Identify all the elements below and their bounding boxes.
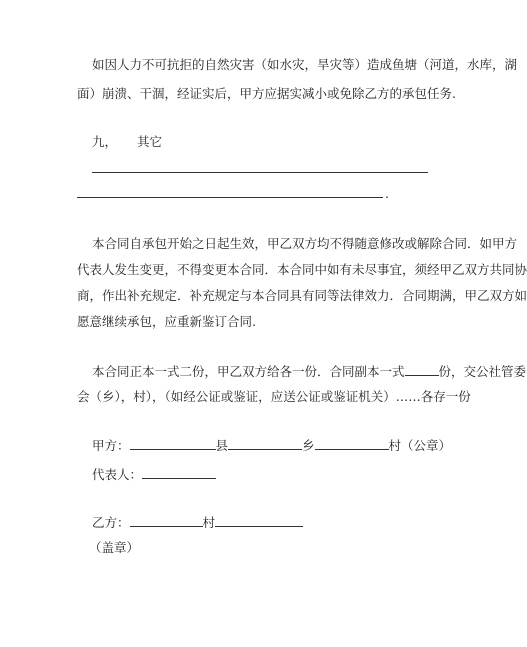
party-b-village-blank[interactable]	[215, 514, 303, 527]
party-a-village-blank[interactable]	[315, 437, 389, 450]
party-a-village-label: 村（公章）	[388, 438, 452, 453]
party-a-rep-blank[interactable]	[142, 466, 216, 479]
party-a-address-line	[92, 437, 451, 454]
party-b-seal: （盖章）	[89, 540, 140, 555]
other-terms-end-mark: .	[385, 186, 389, 201]
party-a-township-label: 乡	[302, 438, 315, 453]
party-a-label: 甲方：	[92, 438, 130, 453]
party-a-county-blank[interactable]	[130, 437, 216, 450]
party-a-representative-line	[92, 466, 216, 483]
party-b-village-label: 村	[202, 515, 216, 530]
party-a-rep-label: 代表人：	[92, 467, 143, 482]
copies-clause-line-2: 会（乡），村），（如经公证或鉴证，应送公证或鉴证机关）……各存一份	[77, 389, 471, 404]
other-terms-blank-line-1	[92, 172, 428, 173]
effect-clause-line-2: 代表人发生变更，不得变更本合同．本合同中如有未尽事宜，须经甲乙双方共同协	[77, 262, 527, 277]
disaster-clause-line-1: 如因人力不可抗拒的自然灾害（如水灾，旱灾等）造成鱼塘（河道，水库，湖	[92, 57, 518, 72]
effect-clause-line-3: 商，作出补充规定．补充规定与本合同具有同等法律效力．合同期满，甲乙双方如	[77, 288, 527, 303]
effect-clause-line-4: 愿意继续承包，应重新鉴订合同.	[77, 314, 256, 329]
effect-clause-line-1: 本合同自承包开始之日起生效，甲乙双方均不得随意修改或解除合同．如甲方	[92, 236, 518, 251]
other-terms-blank-line-2	[77, 197, 383, 198]
copies-count-blank[interactable]	[405, 363, 439, 376]
copies-text-b: 份，交公社管委	[438, 364, 527, 379]
party-b-name-blank[interactable]	[130, 514, 203, 527]
copies-clause-line-1	[92, 363, 526, 380]
section-title: 其它	[136, 134, 162, 149]
section-number: 九，	[92, 134, 118, 149]
section-nine-heading	[92, 134, 162, 150]
disaster-clause-line-2: 面）崩溃、干涸，经证实后，甲方应据实减小或免除乙方的承包任务.	[77, 86, 456, 101]
party-a-county-label: 县	[215, 438, 229, 453]
party-b-address-line	[92, 514, 303, 531]
party-a-township-blank[interactable]	[228, 437, 302, 450]
copies-text-a: 本合同正本一式二份，甲乙双方给各一份．合同副本一式	[92, 364, 405, 379]
party-b-label: 乙方：	[92, 515, 130, 530]
